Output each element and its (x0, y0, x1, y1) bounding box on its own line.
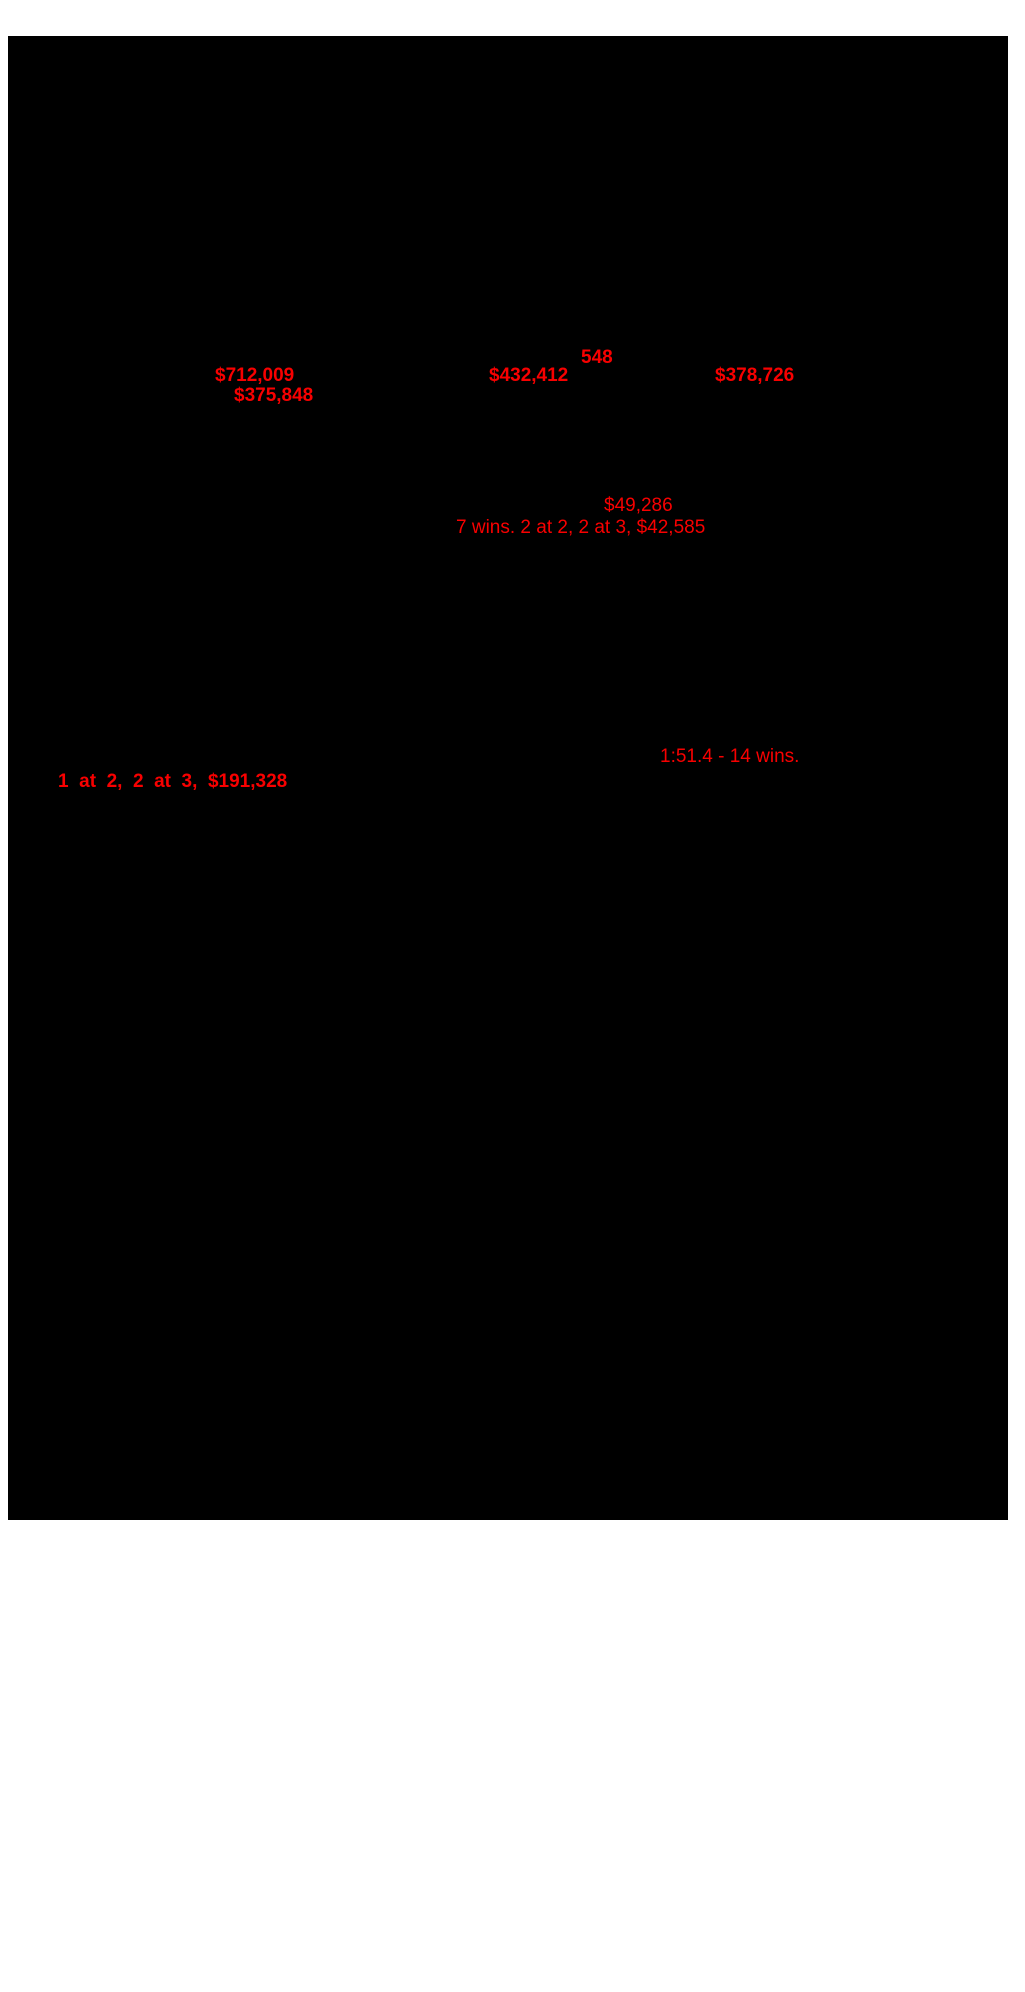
annotation-earnings-378726: $378,726 (715, 365, 795, 386)
annotation-earnings-432412: $432,412 (489, 365, 569, 386)
annotation-earnings-49286: $49,286 (604, 495, 673, 516)
annotation-earnings-375848: $375,848 (234, 385, 314, 406)
document-page (8, 36, 1008, 1520)
annotation-record-42585: 7 wins. 2 at 2, 2 at 3, $42,585 (456, 517, 706, 538)
annotation-record-191328: 1 at 2, 2 at 3, $191,328 (58, 771, 288, 792)
annotation-time-record: 1:51.4 - 14 wins. (660, 746, 800, 767)
annotation-earnings-712009: $712,009 (215, 365, 295, 386)
annotation-count-548: 548 (581, 347, 613, 368)
